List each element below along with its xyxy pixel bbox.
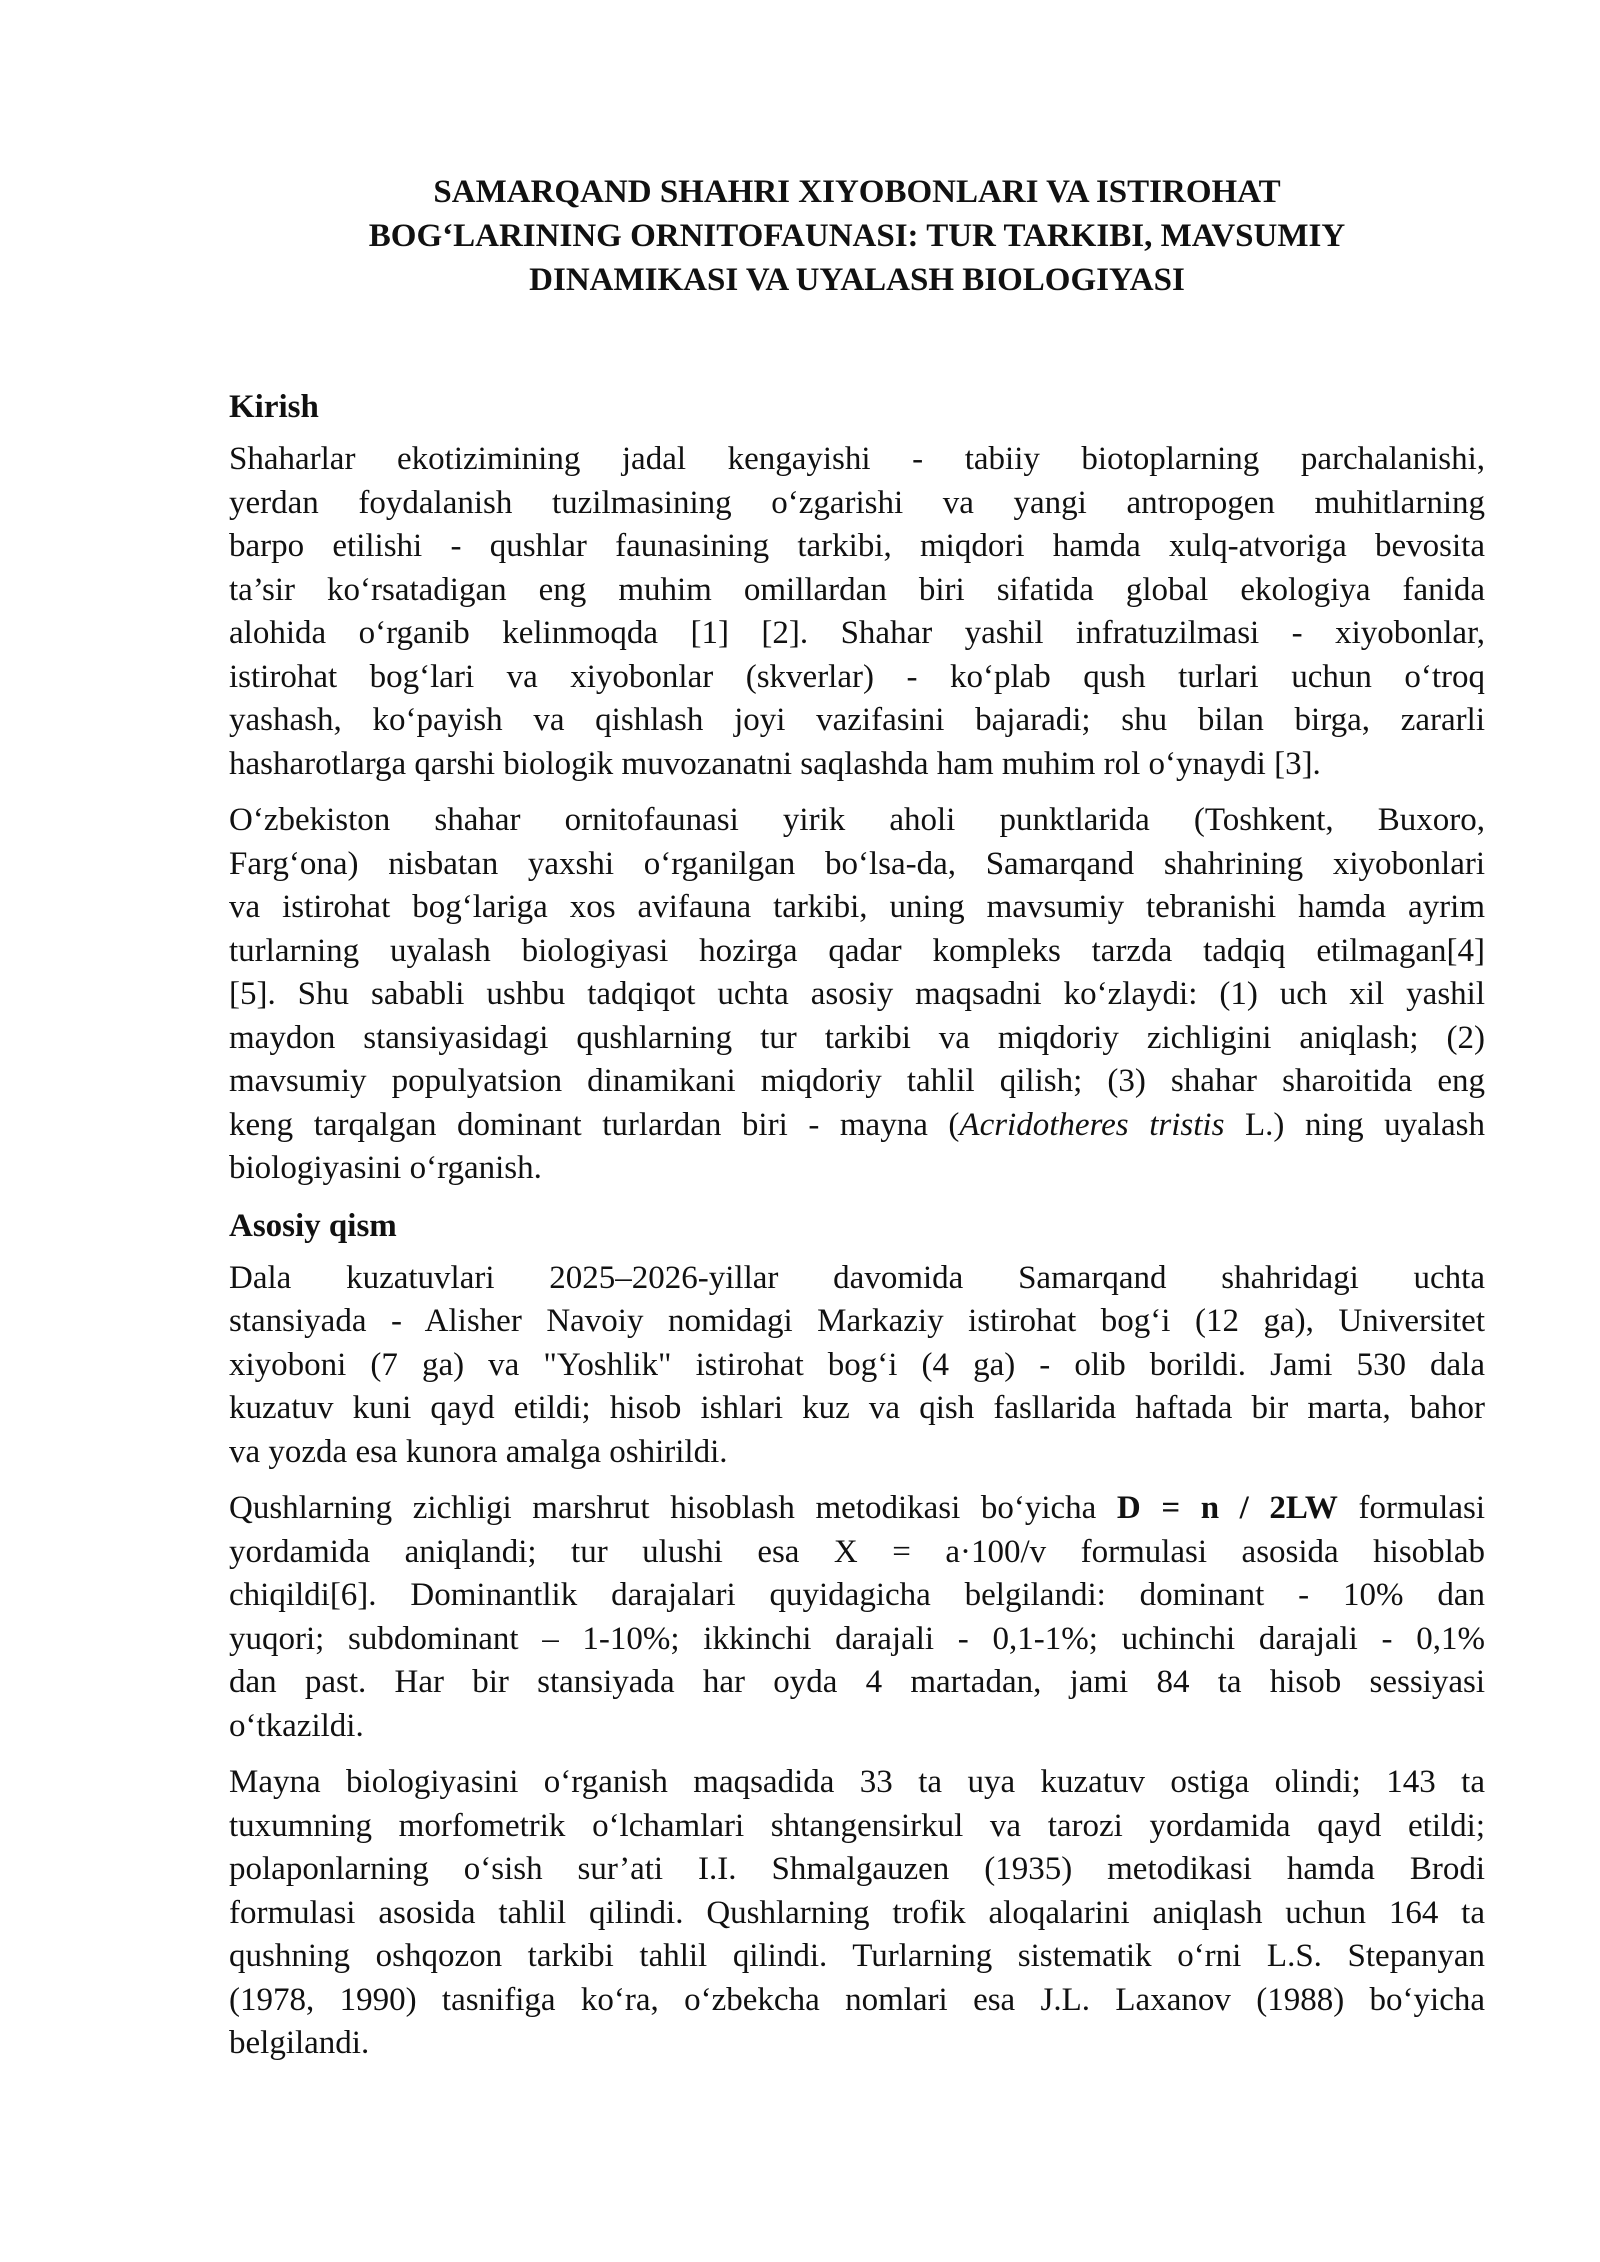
text-line-with-species — [229, 1104, 1485, 1148]
text-fragment: Qushlarning zichligi marshrut hisoblash metodikasi bo‘yicha — [229, 1490, 1117, 1526]
document-page — [229, 170, 1485, 2079]
text-line: ta’sir ko‘rsatadigan eng muhim omillardan biri sifatida global ekologiya fanida — [229, 571, 1485, 608]
text-line-with-formula — [229, 1487, 1485, 1531]
text-line: chiqildi[6]. Dominantlik darajalari quyidagicha belgilandi: dominant - 10% dan — [229, 1577, 1485, 1613]
paragraph-asosiy-2 — [229, 1487, 1485, 1748]
text-line: Dala kuzatuvlari 2025–2026-yillar davomida Samarqand shahridagi uchta — [229, 1259, 1485, 1296]
text-line: va yozda esa kunora amalga oshirildi. — [229, 1433, 728, 1470]
title-line: BOG‘LARINING ORNITOFAUNASI: TUR TARKIBI, MAVSUMIY — [368, 218, 1346, 254]
text-line: alohida o‘rganib kelinmoqda [1] [2]. Shahar yashil infratuzilmasi - xiyobonlar, — [229, 615, 1485, 651]
text-line: Shaharlar ekotizimining jadal kengayishi - tabiiy biotoplarning parchalanishi, — [229, 441, 1485, 477]
text-line: va istirohat bog‘lariga xos avifauna tarkibi, uning mavsumiy tebranishi hamda ayrim — [229, 889, 1485, 925]
text-line: yerdan foydalanish tuzilmasining o‘zgarishi va yangi antropogen muhitlarning — [229, 484, 1485, 521]
paragraph-asosiy-3 — [229, 1761, 1485, 2066]
text-line: mavsumiy populyatsion dinamikani miqdoriy tahlil qilish; (3) shahar sharoitida eng — [229, 1063, 1485, 1099]
text-line: yashash, ko‘payish va qishlash joyi vazifasini bajaradi; shu bilan birga, zararli — [229, 702, 1485, 738]
text-line: qushning oshqozon tarkibi tahlil qilindi. Turlarning sistematik o‘rni L.S. Stepanyan — [229, 1938, 1485, 1974]
text-line: hasharotlarga qarshi biologik muvozanatni saqlashda ham muhim rol o‘ynaydi [3]. — [229, 745, 1321, 782]
text-line: stansiyada - Alisher Navoiy nomidagi Markaziy istirohat bog‘i (12 ga), Universitet — [229, 1303, 1485, 1339]
text-line: Mayna biologiyasini o‘rganish maqsadida 33 ta uya kuzatuv ostiga olindi; 143 ta — [229, 1764, 1485, 1800]
text-line: polaponlarning o‘sish sur’ati I.I. Shmalgauzen (1935) metodikasi hamda Brodi — [229, 1851, 1485, 1887]
text-line: tuxumning morfometrik o‘lchamlari shtangensirkul va tarozi yordamida qayd etildi; — [229, 1807, 1485, 1844]
text-line: formulasi asosida tahlil qilindi. Qushlarning trofik aloqalarini aniqlash uchun 164 ta — [229, 1894, 1485, 1931]
text-line: maydon stansiyasidagi qushlarning tur tarkibi va miqdoriy zichligini aniqlash; (2) — [229, 1019, 1485, 1056]
section-heading-kirish: Kirish — [229, 389, 319, 425]
title-line: SAMARQAND SHAHRI XIYOBONLARI VA ISTIROHAT — [433, 174, 1281, 210]
paragraph-kirish-2 — [229, 799, 1485, 1191]
text-line: o‘tkazildi. — [229, 1707, 364, 1744]
text-line: O‘zbekiston shahar ornitofaunasi yirik aholi punktlarida (Toshkent, Buxoro, — [229, 802, 1485, 838]
paragraph-asosiy-1 — [229, 1257, 1485, 1475]
density-formula: D = n / 2LW — [1116, 1490, 1338, 1526]
text-line: dan past. Har bir stansiyada har oyda 4 martadan, jami 84 ta hisob sessiyasi — [229, 1664, 1485, 1700]
text-line: [5]. Shu sababli ushbu tadqiqot uchta asosiy maqsadni ko‘zlaydi: (1) uch xil yashil — [229, 976, 1485, 1012]
text-line: kuzatuv kuni qayd etildi; hisob ishlari kuz va qish fasllarida haftada bir marta, bahor — [229, 1390, 1485, 1426]
text-line: biologiyasini o‘rganish. — [229, 1150, 542, 1186]
text-line: yordamida aniqlandi; tur ulushi esa X = a·100/v formulasi asosida hisoblab — [229, 1533, 1485, 1570]
paragraph-kirish-1 — [229, 438, 1485, 786]
text-line: (1978, 1990) tasnifiga ko‘ra, o‘zbekcha nomlari esa J.L. Laxanov (1988) bo‘yicha — [229, 1981, 1485, 2018]
text-fragment: L.) ning uyalash — [1224, 1106, 1485, 1143]
text-line: Farg‘ona) nisbatan yaxshi o‘rganilgan bo‘lsa-da, Samarqand shahrining xiyobonlari — [229, 845, 1485, 882]
text-fragment: keng tarqalgan dominant turlardan biri - mayna ( — [229, 1106, 960, 1143]
text-line: belgilandi. — [229, 2025, 370, 2061]
title-line: DINAMIKASI VA UYALASH BIOLOGIYASI — [529, 262, 1185, 298]
text-line: istirohat bog‘lari va xiyobonlar (skverlar) - ko‘plab qush turlari uchun o‘troq — [229, 658, 1485, 695]
text-line: xiyoboni (7 ga) va "Yoshlik" istirohat bog‘i (4 ga) - olib borildi. Jami 530 dala — [229, 1346, 1485, 1383]
text-fragment: formulasi — [1337, 1490, 1485, 1526]
text-line: barpo etilishi - qushlar faunasining tarkibi, miqdori hamda xulq-atvoriga bevosita — [229, 528, 1485, 564]
text-line: yuqori; subdominant – 1-10%; ikkinchi darajali - 0,1-1%; uchinchi darajali - 0,1% — [229, 1620, 1485, 1657]
text-line: turlarning uyalash biologiyasi hozirga qadar kompleks tarzda tadqiq etilmagan[4] — [229, 932, 1485, 969]
species-name: Acridotheres tristis — [959, 1106, 1225, 1143]
section-heading-asosiy-qism: Asosiy qism — [229, 1207, 397, 1244]
document-title — [229, 170, 1485, 302]
